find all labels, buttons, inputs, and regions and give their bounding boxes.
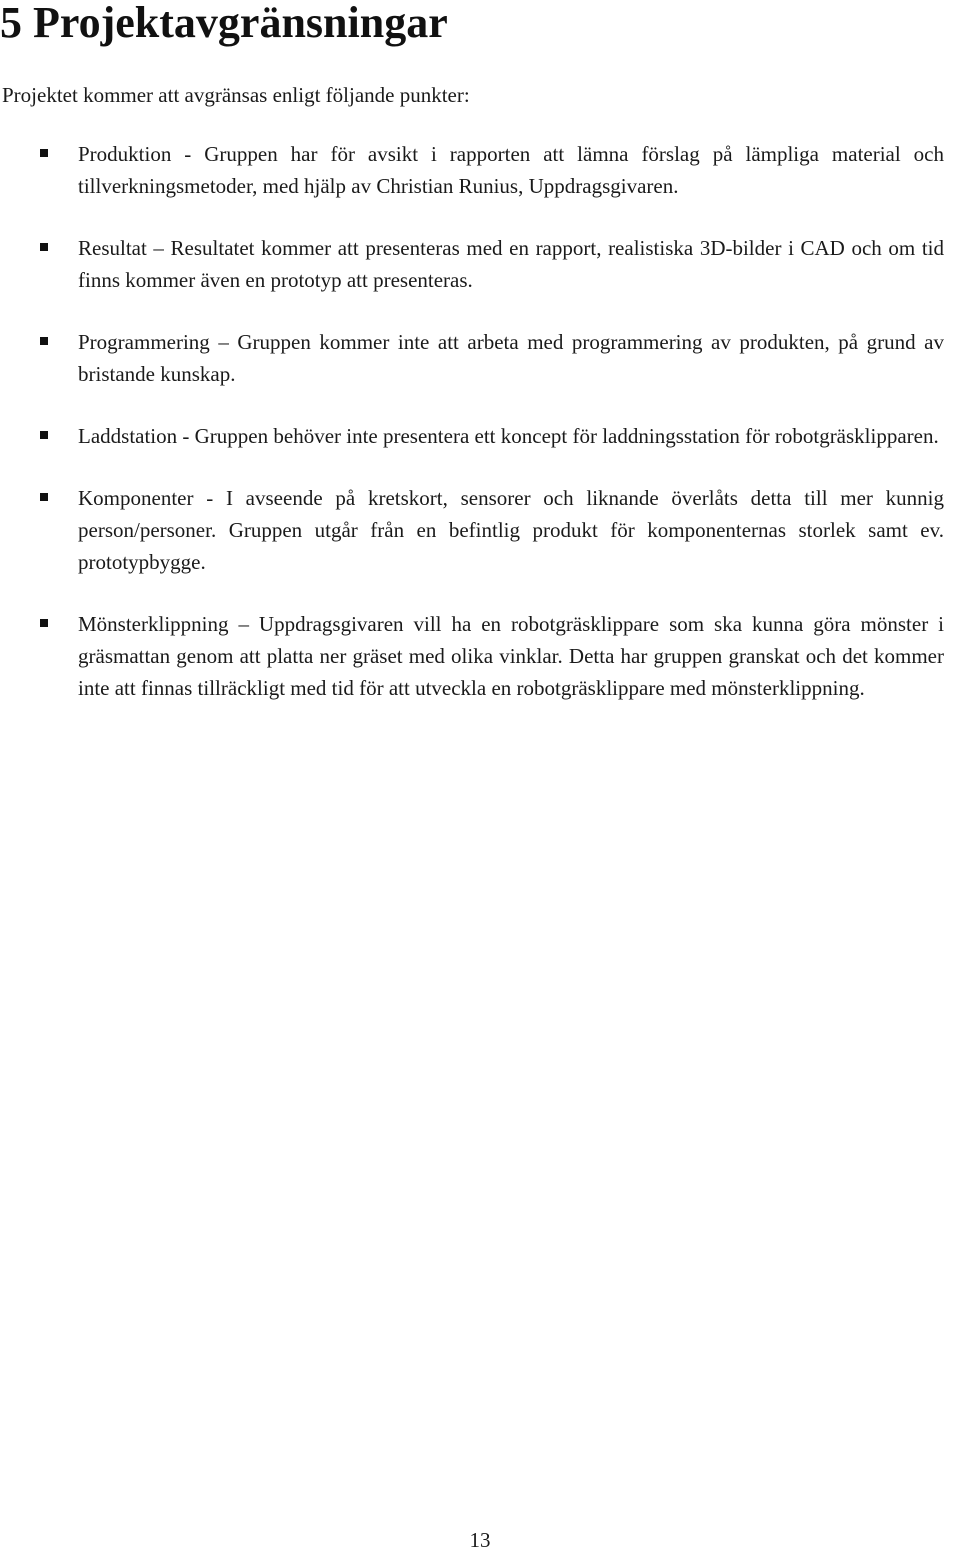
- list-item: [0, 138, 944, 202]
- square-bullet-icon: [40, 431, 48, 439]
- intro-paragraph: Projektet kommer att avgränsas enligt följande punkter:: [2, 83, 470, 107]
- list-item-text: Komponenter - I avseende på kretskort, sensorer och liknande överlåts detta till mer kunnig person/personer. Gruppen utgår från en befintlig produkt för komponenternas storlek samt ev. prototypbygge.: [78, 486, 944, 574]
- square-bullet-icon: [40, 337, 48, 345]
- list-item: [0, 482, 944, 578]
- square-bullet-icon: [40, 493, 48, 501]
- limitations-list: [0, 138, 960, 734]
- section-heading: 5 Projektavgränsningar: [0, 0, 448, 47]
- square-bullet-icon: [40, 243, 48, 251]
- list-item-text: Mönsterklippning – Uppdragsgivaren vill ha en robotgräsklippare som ska kunna göra mönster i gräsmattan genom att platta ner gräset med olika vinklar. Detta har gruppen granskat och det kommer inte att finnas tillräckligt med tid för att utveckla en robotgräsklippare med mönsterklippning.: [78, 612, 944, 700]
- square-bullet-icon: [40, 149, 48, 157]
- list-item: [0, 608, 944, 704]
- list-item: [0, 420, 944, 452]
- list-item-text: Produktion - Gruppen har för avsikt i rapporten att lämna förslag på lämpliga material och tillverkningsmetoder, med hjälp av Christian Runius, Uppdragsgivaren.: [78, 142, 944, 198]
- list-item: [0, 326, 944, 390]
- page-number: 13: [469, 1528, 491, 1552]
- list-item-text: Resultat – Resultatet kommer att presenteras med en rapport, realistiska 3D-bilder i CAD och om tid finns kommer även en prototyp att presenteras.: [78, 236, 944, 292]
- list-item-text: Laddstation - Gruppen behöver inte presentera ett koncept för laddningsstation för robotgräsklipparen.: [78, 424, 939, 448]
- square-bullet-icon: [40, 619, 48, 627]
- list-item-text: Programmering – Gruppen kommer inte att arbeta med programmering av produkten, på grund av bristande kunskap.: [78, 330, 944, 386]
- list-item: [0, 232, 944, 296]
